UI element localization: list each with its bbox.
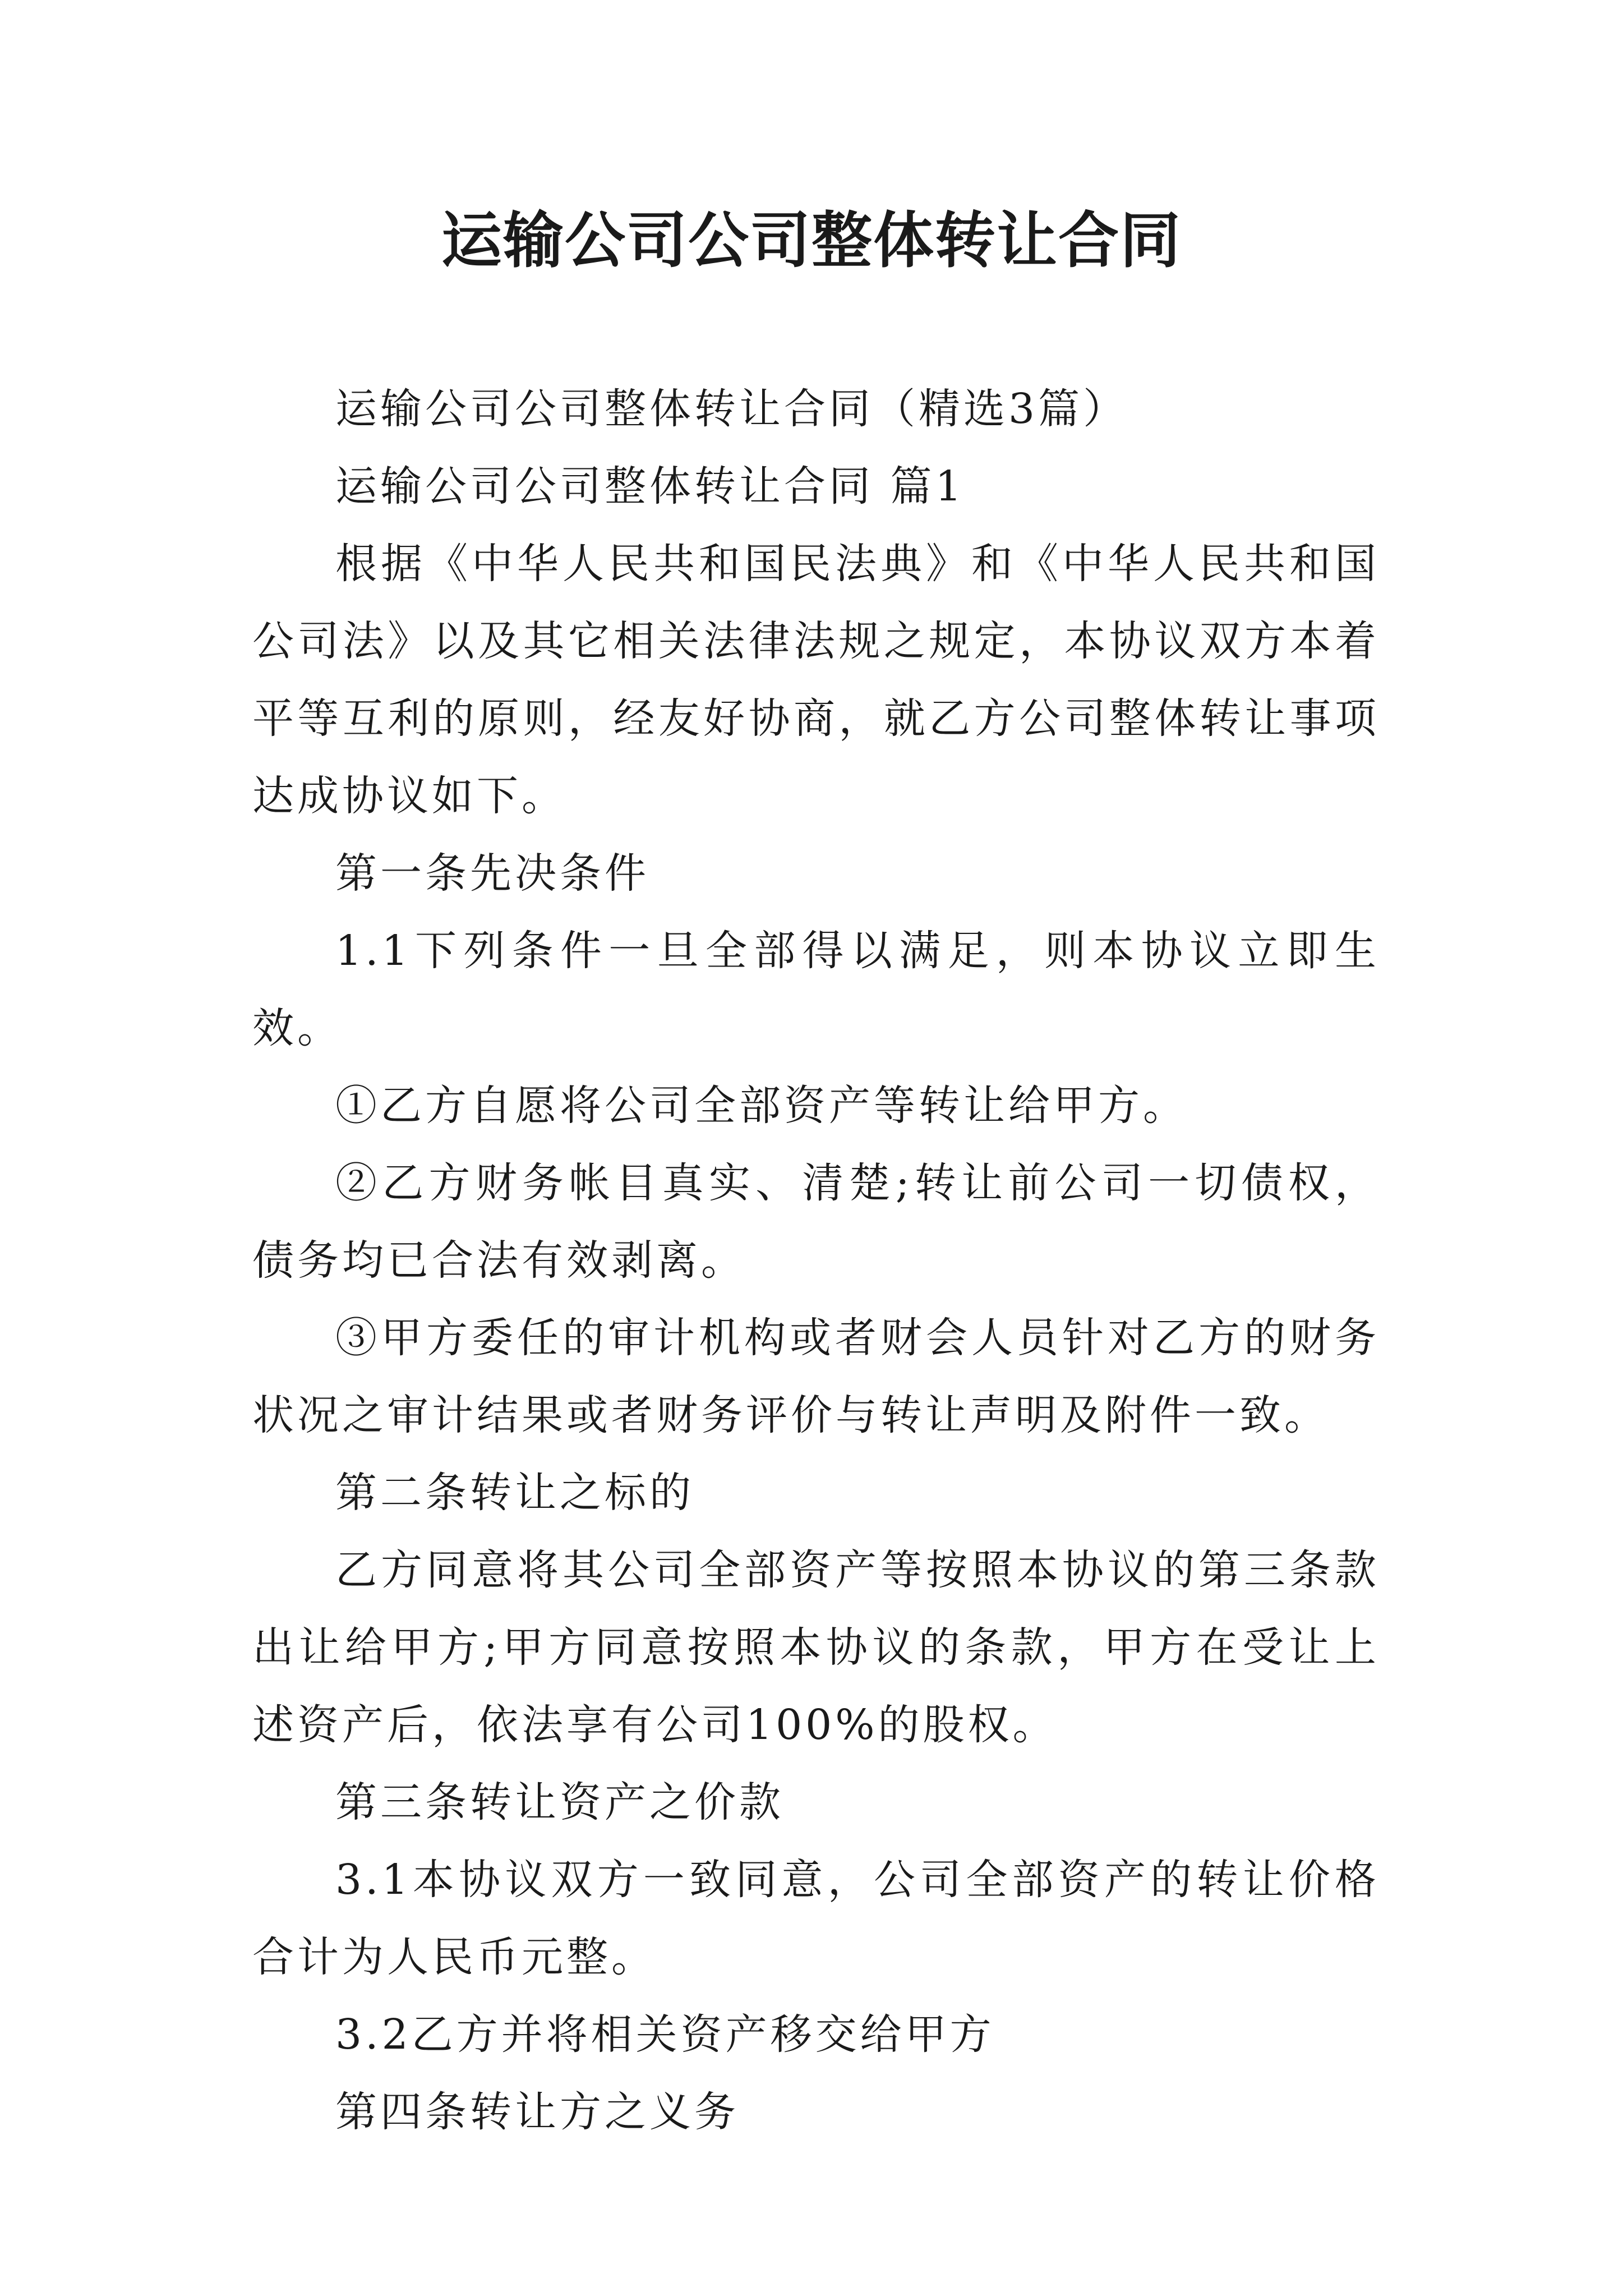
article-3-heading: 第三条转让资产之价款 — [335, 1778, 784, 1826]
paragraph-part-heading: 运输公司公司整体转让合同 篇1 — [335, 462, 965, 510]
clause-3-1: 3.1本协议双方一致同意，公司全部资产的转让价格合计为人民币元整。 — [252, 1856, 1380, 1981]
paragraph-subtitle: 运输公司公司整体转让合同（精选3篇） — [335, 385, 1128, 433]
article-4-heading: 第四条转让方之义务 — [335, 2088, 739, 2136]
clause-1-1: 1.1下列条件一旦全部得以满足，则本协议立即生效。 — [252, 927, 1380, 1052]
paragraph-preamble: 根据《中华人民共和国民法典》和《中华人民共和国公司法》以及其它相关法律法规之规定，本协议双方本着平等互利的原则，经友好协商，就乙方公司整体转让事项达成协议如下。 — [252, 540, 1380, 820]
clause-3-2: 3.2乙方并将相关资产移交给甲方 — [335, 2010, 995, 2059]
article-2-body: 乙方同意将其公司全部资产等按照本协议的第三条款出让给甲方;甲方同意按照本协议的条款，甲方在受让上述资产后，依法享有公司100%的股权。 — [252, 1546, 1380, 1749]
clause-1-1-item-1: ①乙方自愿将公司全部资产等转让给甲方。 — [335, 1082, 1188, 1130]
document-body — [252, 370, 1380, 2151]
article-2-heading: 第二条转让之标的 — [335, 1469, 694, 1517]
article-1-heading: 第一条先决条件 — [335, 849, 649, 898]
clause-1-1-item-2: ②乙方财务帐目真实、清楚;转让前公司一切债权，债务均已合法有效剥离。 — [252, 1159, 1380, 1285]
clause-1-1-item-3: ③甲方委任的审计机构或者财会人员针对乙方的财务状况之审计结果或者财务评价与转让声明及附件一致。 — [252, 1314, 1380, 1439]
document-title: 运输公司公司整体转让合同 — [441, 206, 1182, 276]
